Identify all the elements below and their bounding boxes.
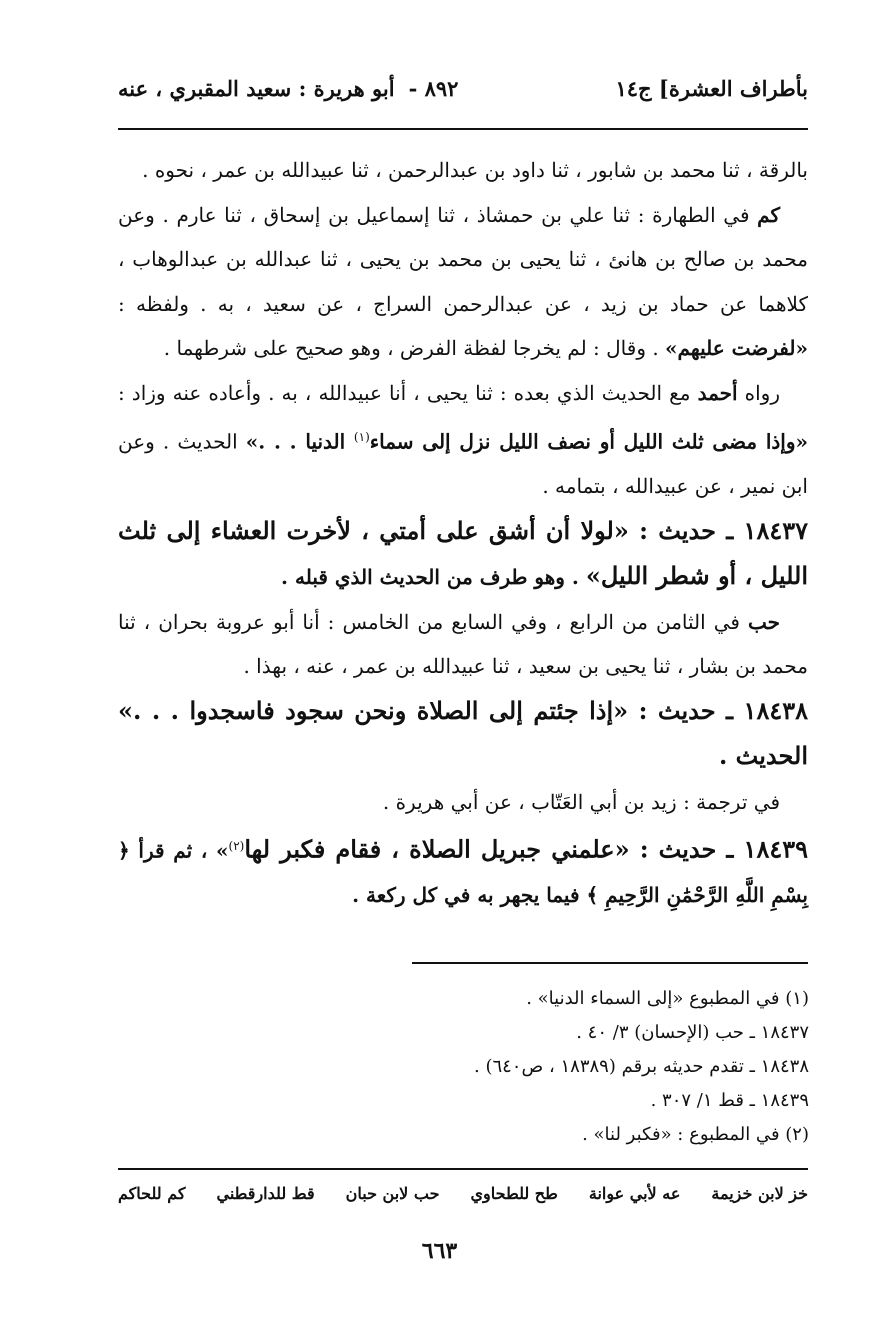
- abbreviation-item: خز لابن خزيمة: [711, 1184, 808, 1203]
- footnote-item: (٢) في المطبوع : «فكبر لنا» .: [582, 1124, 809, 1145]
- entry-18438: [118, 689, 808, 780]
- entry-number: ١٨٤٣٩: [743, 834, 808, 864]
- entry-label: ـ حديث :: [628, 515, 744, 545]
- header-chapter-title: أبو هريرة : سعيد المقبري ، عنه: [118, 76, 395, 101]
- entry-label: ـ حديث :: [629, 834, 744, 864]
- footnote-item: ١٨٤٣٨ ـ تقدم حديثه برقم (١٨٣٨٩ ، ص٦٤٠) .: [474, 1056, 809, 1077]
- paragraph-3-quote-end: الدنيا . . .»: [245, 429, 354, 454]
- paragraph-2-text-b: . وقال : لم يخرجا لفظة الفرض ، وهو صحيح على شرطهما .: [163, 336, 666, 360]
- footnote-mark-2: (٢): [228, 839, 245, 854]
- siglum-hb: حب: [747, 609, 780, 634]
- paragraph-3-text-b: مع الحديث الذي بعده : ثنا يحيى ، أنا عبيدالله ، به . وأعاده عنه وزاد :: [118, 380, 698, 405]
- footnotes: [389, 982, 809, 1152]
- paragraph-3: [118, 371, 808, 509]
- header-number: ٨٩٢ -: [408, 76, 459, 101]
- abbreviation-item: قط للدارقطني: [216, 1184, 315, 1203]
- footnote-item: ١٨٤٣٩ ـ قط ١/ ٣٠٧ .: [650, 1090, 809, 1111]
- paragraph-2: [118, 193, 808, 371]
- footnote-mark-1: (١): [353, 430, 370, 444]
- footnote-item: (١) في المطبوع «إلى السماء الدنيا» .: [526, 988, 809, 1009]
- paragraph-3-text-c: الحديث . وعن ابن نمير ، عن عبيدالله ، بتمامه .: [118, 429, 808, 499]
- paragraph-3-name: أحمد: [697, 380, 738, 405]
- entry-18437: [118, 509, 808, 600]
- running-header: [118, 76, 808, 116]
- abbreviation-item: حب لابن حبان: [345, 1184, 440, 1203]
- abbreviation-item: كم للحاكم: [118, 1184, 186, 1203]
- abbreviations-divider: [118, 1168, 808, 1170]
- entry-18439: [118, 824, 808, 918]
- footnote-item: ١٨٤٣٧ ـ حب (الإحسان) ٣/ ٤٠ .: [576, 1022, 809, 1043]
- paragraph-4-text: في الثامن من الرابع ، وفي السابع من الخامس : أنا أبو عروبة بحران ، ثنا محمد بن بشار ، ثنا يحيى بن سعيد ، ثنا عبيدالله بن عمر ، عنه ، بهذا .: [118, 609, 808, 679]
- siglum-kam: كم: [757, 202, 780, 227]
- entry-hadith-text: «لولا أن أشق على أمتي ، لأخرت العشاء إلى ثلث الليل ، أو شطر الليل»: [118, 515, 808, 591]
- paragraph-3-text-a: رواه: [737, 380, 780, 405]
- header-book-title: بأطراف العشرة] ج١٤: [615, 76, 808, 101]
- entry-tail: . وهو طرف من الحديث الذي قبله .: [281, 565, 586, 590]
- entry-hadith-text: «إذا جئتم إلى الصلاة ونحن سجود فاسجدوا . . .» الحديث .: [118, 695, 808, 771]
- paragraph-2-text-a: في الطهارة : ثنا علي بن حمشاذ ، ثنا إسماعيل بن إسحاق ، ثنا عارم . وعن محمد بن صالح بن هانئ ، ثنا يحيى بن محمد بن يحيى ، ثنا عبدالله بن عبدالوهاب ، كلاهما عن حماد بن زيد ، عن عبدالرحمن السراج ، عن سعيد ، به . ولفظه :: [118, 202, 808, 316]
- entry-label: ـ حديث :: [628, 695, 744, 725]
- paragraph-2-quote: «لفرضت عليهم»: [665, 336, 808, 360]
- footnote-divider: [412, 962, 808, 964]
- entry-number: ١٨٤٣٨: [743, 695, 808, 725]
- header-section: [118, 76, 458, 101]
- entry-number: ١٨٤٣٧: [743, 515, 808, 545]
- main-text: [118, 148, 808, 918]
- paragraph-5: في ترجمة : زيد بن أبي العَتّاب ، عن أبي هريرة .: [382, 789, 780, 814]
- paragraph-3-quote: «وإذا مضى ثلث الليل أو نصف الليل نزل إلى سماء: [369, 429, 808, 454]
- paragraph-4: [118, 600, 808, 689]
- abbreviation-item: عه لأبي عوانة: [588, 1184, 681, 1203]
- abbreviations-key: [118, 1184, 808, 1203]
- entry-hadith-text-end: » ، ثم قرأ ﴿ بِسْمِ اللَّهِ الرَّحْمَٰنِ الرَّحِيمِ ﴾ فيما يجهر به في كل ركعة .: [118, 838, 808, 908]
- abbreviation-item: طح للطحاوي: [470, 1184, 558, 1203]
- header-divider: [118, 128, 808, 130]
- entry-hadith-text: «علمني جبريل الصلاة ، فقام فكبر لها: [244, 834, 630, 864]
- paragraph-1: بالرقة ، ثنا محمد بن شابور ، ثنا داود بن عبدالرحمن ، ثنا عبيدالله بن عمر ، نحوه .: [142, 158, 808, 182]
- page-number: ٦٦٣: [421, 1238, 458, 1264]
